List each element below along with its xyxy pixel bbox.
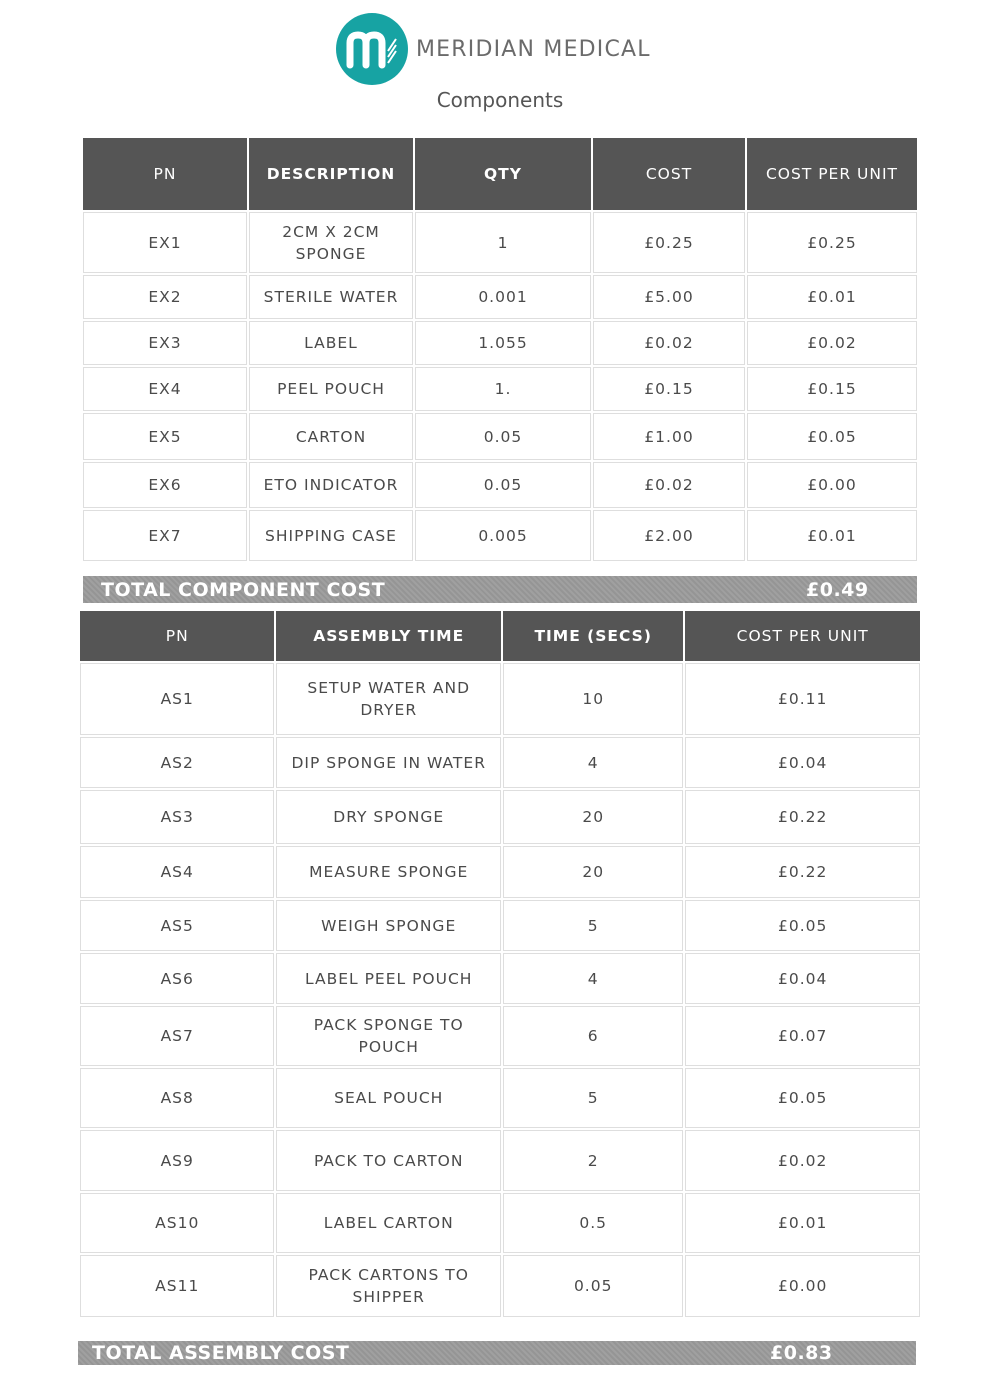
cell-cost: £0.15 [593, 367, 745, 411]
brand-header [336, 13, 651, 85]
cell-cost-per-unit: £0.04 [685, 737, 920, 788]
cell-time-secs: 10 [503, 663, 683, 735]
cell-pn: AS1 [80, 663, 274, 735]
column-header-pn: PN [83, 138, 247, 210]
cell-assembly-step: PACK TO CARTON [276, 1130, 501, 1191]
total-component-cost-value: £0.49 [806, 578, 869, 601]
cell-pn: AS4 [80, 846, 274, 898]
cell-assembly-step: PACK CARTONS TO SHIPPER [276, 1255, 501, 1317]
assembly-header-row [80, 611, 920, 661]
cell-description: ETO INDICATOR [249, 462, 413, 508]
cell-pn: AS7 [80, 1006, 274, 1066]
table-row [83, 212, 917, 273]
cell-pn: AS6 [80, 953, 274, 1004]
cell-cost-per-unit: £0.15 [747, 367, 917, 411]
table-row [80, 1068, 920, 1128]
cell-cost-per-unit: £0.00 [747, 462, 917, 508]
cell-cost-per-unit: £0.01 [685, 1193, 920, 1253]
table-row [83, 367, 917, 411]
cell-pn: AS5 [80, 900, 274, 951]
cell-pn: AS8 [80, 1068, 274, 1128]
cell-pn: EX6 [83, 462, 247, 508]
cell-cost-per-unit: £0.05 [685, 900, 920, 951]
cell-cost: £2.00 [593, 510, 745, 561]
cell-pn: EX4 [83, 367, 247, 411]
cell-cost-per-unit: £0.00 [685, 1255, 920, 1317]
cell-time-secs: 20 [503, 790, 683, 844]
cell-cost-per-unit: £0.02 [685, 1130, 920, 1191]
column-header-description: DESCRIPTION [249, 138, 413, 210]
table-row [83, 510, 917, 561]
cell-qty: 0.05 [415, 413, 591, 460]
cell-qty: 0.001 [415, 275, 591, 319]
cell-assembly-step: SETUP WATER AND DRYER [276, 663, 501, 735]
cell-pn: AS9 [80, 1130, 274, 1191]
column-header-cost-per-unit: COST PER UNIT [685, 611, 920, 661]
column-header-qty: QTY [415, 138, 591, 210]
cell-assembly-step: WEIGH SPONGE [276, 900, 501, 951]
cell-description: LABEL [249, 321, 413, 365]
total-assembly-cost-value: £0.83 [770, 1342, 833, 1364]
cell-pn: EX7 [83, 510, 247, 561]
cell-cost-per-unit: £0.05 [685, 1068, 920, 1128]
cell-assembly-step: PACK SPONGE TO POUCH [276, 1006, 501, 1066]
cell-cost-per-unit: £0.05 [747, 413, 917, 460]
cell-description: SHIPPING CASE [249, 510, 413, 561]
table-row [83, 275, 917, 319]
brand-name: MERIDIAN MEDICAL [416, 36, 651, 62]
cell-pn: EX3 [83, 321, 247, 365]
table-row [80, 846, 920, 898]
cell-time-secs: 2 [503, 1130, 683, 1191]
table-row [80, 737, 920, 788]
cell-assembly-step: DRY SPONGE [276, 790, 501, 844]
column-header-assembly-time: ASSEMBLY TIME [276, 611, 501, 661]
cell-description: CARTON [249, 413, 413, 460]
cell-cost: £1.00 [593, 413, 745, 460]
cell-qty: 0.005 [415, 510, 591, 561]
cell-description: 2CM X 2CM SPONGE [249, 212, 413, 273]
cell-time-secs: 4 [503, 953, 683, 1004]
column-header-time-secs: TIME (SECS) [503, 611, 683, 661]
components-header-row [83, 138, 917, 210]
table-row [83, 413, 917, 460]
cell-cost-per-unit: £0.04 [685, 953, 920, 1004]
column-header-pn: PN [80, 611, 274, 661]
total-component-cost-label: TOTAL COMPONENT COST [101, 578, 386, 601]
cell-qty: 1.055 [415, 321, 591, 365]
cell-pn: AS3 [80, 790, 274, 844]
cell-cost-per-unit: £0.22 [685, 846, 920, 898]
column-header-cost: COST [593, 138, 745, 210]
cell-time-secs: 0.5 [503, 1193, 683, 1253]
table-row [83, 462, 917, 508]
table-row [80, 1255, 920, 1317]
cell-pn: EX2 [83, 275, 247, 319]
cell-time-secs: 4 [503, 737, 683, 788]
cell-cost-per-unit: £0.22 [685, 790, 920, 844]
cell-assembly-step: DIP SPONGE IN WATER [276, 737, 501, 788]
table-row [80, 790, 920, 844]
cell-description: STERILE WATER [249, 275, 413, 319]
cell-assembly-step: SEAL POUCH [276, 1068, 501, 1128]
components-table [81, 136, 919, 563]
table-row [80, 900, 920, 951]
cell-cost: £0.25 [593, 212, 745, 273]
cell-qty: 1. [415, 367, 591, 411]
table-row [80, 953, 920, 1004]
cell-qty: 0.05 [415, 462, 591, 508]
cell-pn: EX5 [83, 413, 247, 460]
page-title: Components [436, 88, 564, 112]
cell-cost-per-unit: £0.02 [747, 321, 917, 365]
cell-description: PEEL POUCH [249, 367, 413, 411]
column-header-cost-per-unit: COST PER UNIT [747, 138, 917, 210]
cell-pn: EX1 [83, 212, 247, 273]
table-row [80, 1006, 920, 1066]
table-row [80, 1193, 920, 1253]
cell-cost: £0.02 [593, 321, 745, 365]
table-row [80, 1130, 920, 1191]
table-row [80, 663, 920, 735]
cell-cost-per-unit: £0.11 [685, 663, 920, 735]
cell-time-secs: 5 [503, 900, 683, 951]
cell-time-secs: 20 [503, 846, 683, 898]
cell-assembly-step: MEASURE SPONGE [276, 846, 501, 898]
cell-time-secs: 6 [503, 1006, 683, 1066]
cell-cost: £0.02 [593, 462, 745, 508]
meridian-m-logo-icon [336, 13, 408, 85]
cell-assembly-step: LABEL PEEL POUCH [276, 953, 501, 1004]
cell-cost-per-unit: £0.25 [747, 212, 917, 273]
cell-qty: 1 [415, 212, 591, 273]
total-component-cost-bar [83, 576, 917, 603]
cell-time-secs: 0.05 [503, 1255, 683, 1317]
cell-cost-per-unit: £0.01 [747, 275, 917, 319]
total-assembly-cost-label: TOTAL ASSEMBLY COST [92, 1342, 350, 1364]
table-row [83, 321, 917, 365]
cell-pn: AS11 [80, 1255, 274, 1317]
cell-assembly-step: LABEL CARTON [276, 1193, 501, 1253]
cell-pn: AS10 [80, 1193, 274, 1253]
cell-cost: £5.00 [593, 275, 745, 319]
cell-cost-per-unit: £0.01 [747, 510, 917, 561]
cell-cost-per-unit: £0.07 [685, 1006, 920, 1066]
total-assembly-cost-bar [78, 1341, 916, 1365]
assembly-table [78, 609, 922, 1319]
cell-time-secs: 5 [503, 1068, 683, 1128]
cell-pn: AS2 [80, 737, 274, 788]
